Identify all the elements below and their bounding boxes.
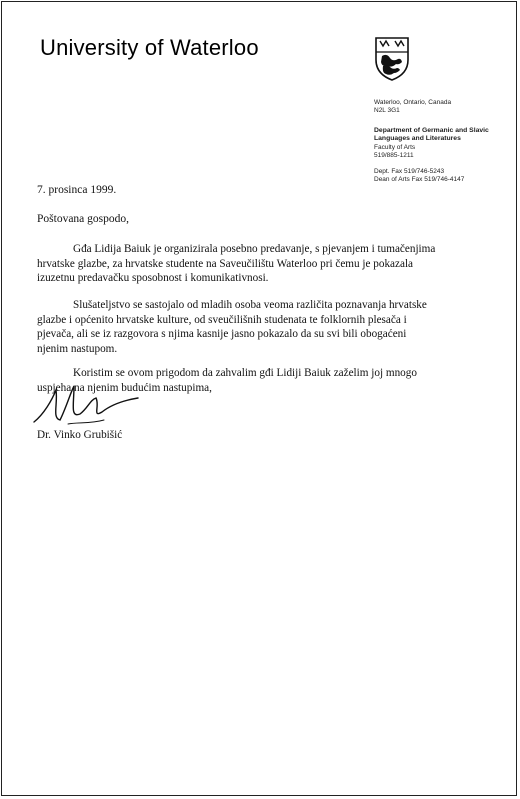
department-fax: Dept. Fax 519/746-5243 [374, 168, 445, 175]
paragraph-line: Slušateljstvo se sastojalo od mladih osoba veoma različita poznavanja hrvatske [73, 299, 427, 311]
paragraph-line: njenim nastupom. [37, 342, 118, 355]
university-crest-icon [374, 36, 410, 82]
paragraph-line: pjevača, ali se iz razgovora s njima kasnije jasno pokazalo da su svi bili obogaćeni [37, 328, 407, 340]
address-city: Waterloo, Ontario, Canada [374, 99, 452, 106]
paragraph-line: Koristim se ovom prigodom da zahvalim gđi Lidiji Baiuk zaželim joj mnogo [73, 367, 417, 379]
dean-fax: Dean of Arts Fax 519/746-4147 [374, 176, 465, 183]
paragraph-line: glazbe i općenito hrvatske kulture, od sveučilišnih studenata te folklornih plesača i [37, 313, 407, 326]
letter-page [1, 1, 517, 796]
university-name: University of Waterloo [40, 35, 259, 60]
paragraph-line: Gđa Lidija Baiuk je organizirala posebno predavanje, s pjevanjem i tumačenjima [73, 243, 436, 255]
department-line-1: Department of Germanic and Slavic [374, 127, 489, 134]
salutation: Poštovana gospodo, [37, 213, 129, 225]
paragraph-1 [37, 242, 436, 286]
faculty-name: Faculty of Arts [374, 144, 416, 151]
department-line-2: Languages and Literatures [374, 135, 461, 142]
handwritten-signature [30, 378, 140, 434]
paragraph-2 [37, 298, 427, 356]
signer-name: Dr. Vinko Grubišić [37, 429, 123, 441]
paragraph-line: hrvatske glazbe, za hrvatske studente na Saveučilištu Waterloo pri čemu je pokazala [37, 257, 414, 270]
address-postal: N2L 3G1 [374, 107, 400, 114]
paragraph-line: uspjeha na njenim budućim nastupima, [37, 381, 212, 394]
letter-date: 7. prosinca 1999. [37, 184, 117, 196]
phone-number: 519/885-1211 [374, 152, 414, 159]
paragraph-line: izuzetnu predavačku sposobnost i komunikativnosi. [37, 272, 269, 284]
